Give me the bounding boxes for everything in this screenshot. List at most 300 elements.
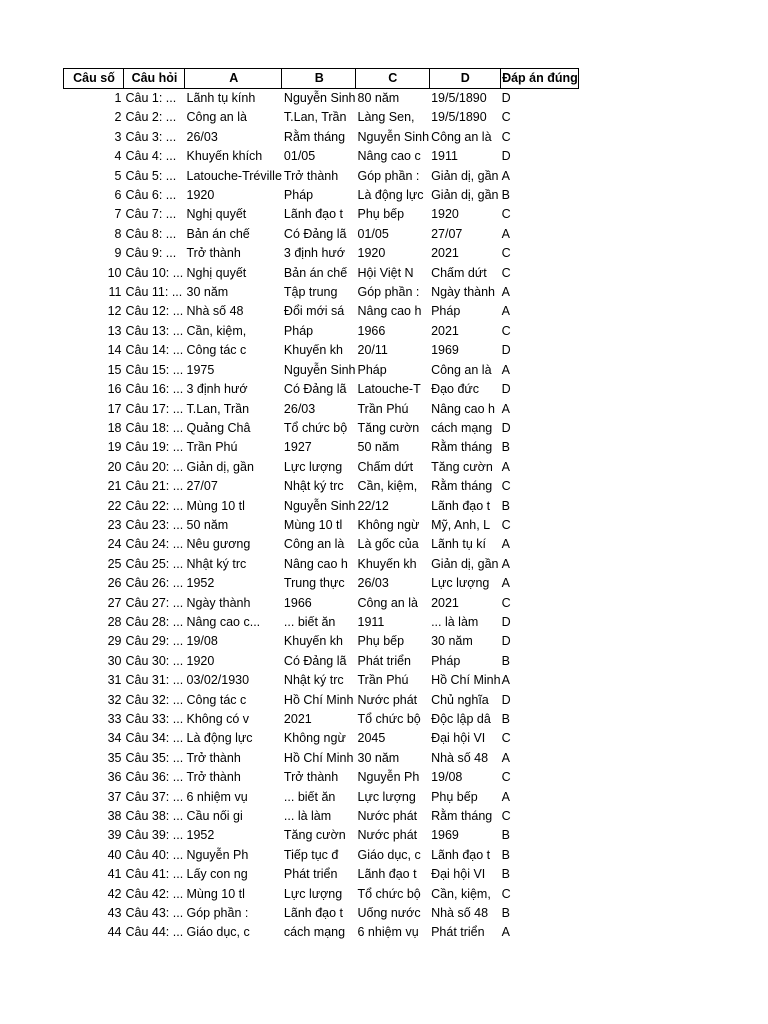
table-row [64, 128, 579, 147]
option-c-cell: 01/05 [357, 226, 389, 241]
option-c-cell: Phụ bếp [357, 634, 405, 649]
option-a-cell: 27/07 [186, 479, 218, 494]
table-row [64, 710, 579, 729]
option-c-cell: Phát triển [357, 653, 412, 668]
option-c-cell: Không ngừ [357, 517, 420, 532]
correct-answer-cell: B [501, 828, 510, 843]
option-c-cell: Khuyến kh [357, 556, 417, 571]
option-c-cell: Nâng cao c [357, 149, 421, 164]
question-cell: Câu 29: ... [125, 634, 184, 649]
correct-answer-cell: C [501, 517, 511, 532]
option-d-cell: Nhà số 48 [431, 906, 489, 921]
option-b-cell: Lãnh đạo t [283, 207, 344, 222]
option-d-cell: 1920 [431, 207, 459, 222]
option-b-cell: Nguyễn Sinh [283, 91, 356, 105]
option-b-cell: ... là làm [283, 809, 332, 824]
option-d-cell: Công an là [431, 129, 492, 144]
option-c-cell: Tăng cườn [357, 420, 420, 435]
question-number-cell: 35 [107, 750, 122, 765]
option-a-cell: 1920 [186, 188, 215, 203]
question-number-cell: 2 [114, 110, 122, 125]
question-cell: Câu 10: ... [125, 265, 184, 280]
option-b-cell: Mùng 10 tl [283, 517, 343, 532]
option-d-cell: Tăng cườn [431, 459, 493, 474]
option-a-cell: Mùng 10 tl [186, 498, 245, 513]
question-number-cell: 1 [114, 91, 122, 105]
option-a-cell: Nhà số 48 [186, 304, 244, 319]
option-d-cell: Mỹ, Anh, L [431, 517, 491, 532]
option-b-cell: Lực lượng [283, 886, 343, 901]
question-number-cell: 44 [107, 925, 122, 940]
question-number-cell: 13 [107, 323, 122, 338]
header-option-a: A [185, 69, 282, 89]
option-c-cell: Nước phát [357, 809, 418, 824]
option-d-cell: Rằm tháng [431, 479, 493, 494]
option-d-cell: ... là làm [431, 614, 479, 629]
question-number-cell: 11 [108, 285, 122, 300]
option-d-cell: Công an là [431, 362, 492, 377]
option-d-cell: Hồ Chí Minh [431, 673, 501, 688]
option-a-cell: 1952 [186, 576, 215, 591]
table-row [64, 555, 579, 574]
table-row [64, 341, 579, 360]
option-b-cell: Có Đảng lã [283, 226, 347, 241]
table-row [64, 361, 579, 380]
header-question-number: Câu số [64, 69, 124, 89]
option-b-cell: Nguyễn Sinh [283, 498, 356, 513]
correct-answer-cell: A [501, 285, 510, 300]
table-row [64, 458, 579, 477]
question-number-cell: 32 [107, 692, 122, 707]
correct-answer-cell: C [501, 886, 511, 901]
question-number-cell: 31 [107, 673, 122, 688]
option-b-cell: Hồ Chí Minh [283, 692, 354, 707]
question-number-cell: 28 [107, 614, 122, 629]
question-number-cell: 25 [107, 556, 122, 571]
question-cell: Câu 16: ... [125, 382, 184, 397]
option-b-cell: 01/05 [283, 149, 316, 164]
option-c-cell: Là động lực [357, 188, 424, 203]
question-number-cell: 33 [107, 712, 122, 726]
correct-answer-cell: C [501, 129, 511, 144]
question-cell: Câu 11: ... [125, 285, 183, 300]
question-number-cell: 18 [107, 420, 122, 435]
question-cell: Câu 23: ... [125, 517, 184, 532]
option-b-cell: Đổi mới sá [283, 304, 345, 319]
option-a-cell: Giáo dục, c [186, 925, 250, 940]
question-number-cell: 12 [107, 304, 122, 319]
option-d-cell: Giản dị, gần [431, 556, 499, 571]
option-d-cell: Cần, kiệm, [431, 886, 491, 901]
question-cell: Câu 43: ... [125, 906, 184, 921]
option-c-cell: Nước phát [357, 828, 418, 843]
question-number-cell: 37 [107, 789, 122, 804]
question-number-cell: 15 [107, 362, 122, 377]
option-c-cell: Nguyễn Ph [357, 770, 420, 785]
option-b-cell: Nguyễn Sinh [283, 362, 356, 377]
question-cell: Câu 38: ... [125, 809, 184, 824]
correct-answer-cell: C [501, 110, 511, 125]
option-d-cell: Phát triển [431, 925, 485, 940]
correct-answer-cell: A [501, 925, 510, 940]
table-row [64, 497, 579, 516]
question-cell: Câu 37: ... [125, 789, 184, 804]
option-a-cell: Nâng cao c... [186, 614, 261, 629]
header-correct-answer: Đáp án đúng [501, 69, 579, 89]
table-row [64, 264, 579, 283]
correct-answer-cell: B [501, 847, 510, 862]
option-d-cell: Giản dị, gần [431, 188, 499, 203]
option-a-cell: Công an là [186, 110, 247, 125]
option-c-cell: 20/11 [357, 343, 388, 358]
option-c-cell: 1920 [357, 246, 386, 261]
option-b-cell: Không ngừ [283, 731, 346, 746]
question-cell: Câu 3: ... [125, 129, 177, 144]
table-row [64, 108, 579, 127]
option-c-cell: Công an là [357, 595, 418, 610]
option-a-cell: 6 nhiệm vụ [186, 789, 248, 804]
correct-answer-cell: A [501, 537, 510, 552]
question-number-cell: 30 [107, 653, 122, 668]
question-cell: Câu 32: ... [125, 692, 184, 707]
option-d-cell: Chủ nghĩa [431, 692, 489, 707]
option-a-cell: 1952 [186, 828, 215, 843]
correct-answer-cell: C [501, 265, 511, 280]
option-d-cell: 2021 [431, 246, 459, 261]
correct-answer-cell: A [501, 789, 510, 804]
table-row [64, 574, 579, 593]
option-b-cell: Nhật ký trc [283, 673, 344, 688]
question-number-cell: 17 [107, 401, 122, 416]
table-row [64, 632, 579, 651]
option-c-cell: 2045 [357, 731, 386, 746]
option-b-cell: ... biết ăn [283, 789, 336, 804]
option-a-cell: Là động lực [186, 731, 253, 746]
table-row [64, 186, 579, 205]
option-a-cell: Lấy con ng [186, 867, 248, 882]
option-c-cell: Lực lượng [357, 789, 416, 804]
correct-answer-cell: A [501, 556, 510, 571]
option-c-cell: Uống nước [357, 906, 421, 921]
question-cell: Câu 30: ... [125, 653, 184, 668]
table-body [64, 89, 579, 943]
correct-answer-cell: A [501, 673, 510, 688]
question-number-cell: 24 [107, 537, 122, 552]
option-d-cell: Pháp [431, 653, 461, 668]
option-d-cell: Phụ bếp [431, 789, 478, 804]
correct-answer-cell: C [501, 770, 511, 785]
question-number-cell: 9 [114, 246, 122, 261]
option-a-cell: Trở thành [186, 246, 241, 261]
option-c-cell: 30 năm [357, 750, 400, 765]
correct-answer-cell: D [501, 614, 511, 629]
option-b-cell: Trở thành [283, 770, 339, 785]
table-row [64, 516, 579, 535]
question-cell: Câu 33: ... [125, 712, 184, 726]
question-number-cell: 20 [107, 459, 122, 474]
header-option-c: C [356, 69, 430, 89]
option-b-cell: ... biết ăn [283, 614, 336, 629]
option-d-cell: Nâng cao h [431, 401, 496, 416]
option-c-cell: Nâng cao h [357, 304, 422, 319]
option-d-cell: Đạo đức [431, 382, 480, 397]
question-cell: Câu 17: ... [125, 401, 184, 416]
correct-answer-cell: C [501, 207, 511, 222]
option-c-cell: Nguyễn Sinh [357, 129, 430, 144]
table-header-row [64, 69, 579, 89]
option-a-cell: 30 năm [186, 285, 229, 300]
table-row [64, 244, 579, 263]
option-a-cell: 1920 [186, 653, 215, 668]
table-row [64, 904, 579, 923]
option-b-cell: Nhật ký trc [283, 479, 344, 494]
table-row [64, 923, 579, 942]
question-number-cell: 3 [114, 129, 122, 144]
correct-answer-cell: A [501, 362, 510, 377]
question-number-cell: 21 [107, 479, 122, 494]
question-number-cell: 40 [107, 847, 122, 862]
option-b-cell: Có Đảng lã [283, 382, 347, 397]
correct-answer-cell: D [501, 91, 511, 105]
question-number-cell: 43 [107, 906, 122, 921]
question-number-cell: 38 [107, 809, 122, 824]
correct-answer-cell: B [501, 712, 510, 726]
option-b-cell: Tập trung [283, 285, 338, 300]
option-a-cell: 1975 [186, 362, 215, 377]
table-row [64, 691, 579, 710]
question-cell: Câu 24: ... [125, 537, 184, 552]
option-b-cell: 26/03 [283, 401, 316, 416]
question-cell: Câu 39: ... [125, 828, 184, 843]
option-b-cell: 1966 [283, 595, 312, 610]
option-c-cell: 50 năm [357, 440, 400, 455]
option-a-cell: Quảng Châ [186, 420, 251, 435]
option-b-cell: Có Đảng lã [283, 653, 347, 668]
question-cell: Câu 21: ... [125, 479, 184, 494]
table-row [64, 283, 579, 302]
correct-answer-cell: A [501, 304, 510, 319]
option-c-cell: 6 nhiệm vụ [357, 925, 419, 940]
question-cell: Câu 40: ... [125, 847, 184, 862]
question-number-cell: 39 [107, 828, 122, 843]
option-a-cell: Không có v [186, 712, 250, 726]
option-d-cell: 1969 [431, 828, 459, 843]
correct-answer-cell: A [501, 226, 510, 241]
option-b-cell: Trung thực [283, 576, 345, 591]
option-d-cell: Rằm tháng [431, 809, 493, 824]
table-row [64, 322, 579, 341]
table-row [64, 826, 579, 845]
question-number-cell: 7 [114, 207, 122, 222]
option-b-cell: Tổ chức bộ [283, 420, 348, 435]
option-c-cell: Lãnh đạo t [357, 867, 417, 882]
correct-answer-cell: C [501, 479, 511, 494]
option-b-cell: Trở thành [283, 168, 339, 183]
quiz-answer-table [63, 68, 579, 943]
correct-answer-cell: C [501, 595, 511, 610]
option-d-cell: cách mạng [431, 420, 493, 435]
option-b-cell: Tiếp tục đ [283, 847, 339, 862]
spreadsheet [63, 68, 579, 943]
table-row [64, 613, 579, 632]
table-row [64, 846, 579, 865]
option-c-cell: Góp phần : [357, 285, 420, 300]
option-b-cell: Pháp [283, 323, 314, 338]
table-row [64, 302, 579, 321]
option-c-cell: 1966 [357, 323, 386, 338]
table-row [64, 535, 579, 554]
correct-answer-cell: D [501, 343, 511, 358]
option-a-cell: Cần, kiệm, [186, 323, 247, 338]
option-c-cell: Tổ chức bộ [357, 712, 421, 726]
table-row [64, 807, 579, 826]
option-b-cell: Phát triển [283, 867, 338, 882]
option-a-cell: 19/08 [186, 634, 218, 649]
question-number-cell: 4 [114, 149, 122, 164]
table-row [64, 865, 579, 884]
option-b-cell: Lực lượng [283, 459, 343, 474]
option-c-cell: Latouche-T [357, 382, 421, 397]
correct-answer-cell: B [501, 906, 510, 921]
question-cell: Câu 34: ... [125, 731, 184, 746]
question-number-cell: 42 [107, 886, 122, 901]
option-b-cell: 2021 [283, 712, 312, 726]
correct-answer-cell: A [501, 168, 510, 183]
option-c-cell: Là gốc của [357, 537, 419, 552]
correct-answer-cell: A [501, 576, 510, 591]
option-a-cell: Mùng 10 tl [186, 886, 245, 901]
table-row [64, 225, 579, 244]
question-number-cell: 26 [107, 576, 122, 591]
correct-answer-cell: D [501, 420, 511, 435]
option-d-cell: 27/07 [431, 226, 463, 241]
table-row [64, 477, 579, 496]
correct-answer-cell: D [501, 149, 511, 164]
question-cell: Câu 9: ... [125, 246, 177, 261]
option-a-cell: Trần Phú [186, 440, 238, 455]
question-cell: Câu 31: ... [125, 673, 184, 688]
correct-answer-cell: A [501, 750, 510, 765]
option-a-cell: Ngày thành [186, 595, 251, 610]
question-cell: Câu 13: ... [125, 323, 184, 338]
question-cell: Câu 41: ... [125, 867, 184, 882]
question-number-cell: 10 [107, 265, 122, 280]
option-b-cell: Công an là [283, 537, 345, 552]
option-a-cell: Khuyến khích [186, 149, 263, 164]
correct-answer-cell: B [501, 440, 510, 455]
option-a-cell: Latouche-Tréville [186, 168, 282, 183]
option-a-cell: 03/02/1930 [186, 673, 250, 688]
question-cell: Câu 35: ... [125, 750, 184, 765]
option-b-cell: cách mạng [283, 925, 346, 940]
question-cell: Câu 2: ... [125, 110, 177, 125]
correct-answer-cell: C [501, 731, 511, 746]
option-c-cell: Góp phần : [357, 168, 420, 183]
question-cell: Câu 36: ... [125, 770, 184, 785]
option-b-cell: Khuyến kh [283, 343, 343, 358]
correct-answer-cell: B [501, 653, 510, 668]
table-row [64, 749, 579, 768]
option-c-cell: 80 năm [357, 91, 400, 105]
option-b-cell: Rằm tháng [283, 129, 346, 144]
question-number-cell: 27 [107, 595, 122, 610]
correct-answer-cell: D [501, 692, 511, 707]
question-cell: Câu 18: ... [125, 420, 184, 435]
option-d-cell: Chấm dứt [431, 265, 487, 280]
header-question: Câu hỏi [124, 69, 185, 89]
option-d-cell: Ngày thành [431, 285, 496, 300]
table-row [64, 788, 579, 807]
option-c-cell: Chấm dứt [357, 459, 414, 474]
option-d-cell: Lãnh đạo t [431, 498, 491, 513]
table-row [64, 729, 579, 748]
option-d-cell: Đại hội VI [431, 867, 486, 882]
question-cell: Câu 44: ... [125, 925, 184, 940]
question-cell: Câu 20: ... [125, 459, 184, 474]
question-number-cell: 16 [107, 382, 122, 397]
option-a-cell: Cầu nối gi [186, 809, 243, 824]
option-c-cell: Trần Phú [357, 401, 409, 416]
option-d-cell: 19/08 [431, 770, 463, 785]
option-a-cell: Nghị quyết [186, 207, 247, 222]
question-number-cell: 41 [107, 867, 122, 882]
option-d-cell: Nhà số 48 [431, 750, 489, 765]
table-row [64, 885, 579, 904]
table-row [64, 400, 579, 419]
option-b-cell: Tăng cườn [283, 828, 346, 843]
table-row [64, 438, 579, 457]
option-d-cell: 19/5/1890 [431, 110, 487, 125]
option-a-cell: Góp phần : [186, 906, 249, 921]
option-a-cell: T.Lan, Trần [186, 401, 250, 416]
option-c-cell: Giáo dục, c [357, 847, 421, 862]
question-number-cell: 36 [107, 770, 122, 785]
question-cell: Câu 28: ... [125, 614, 184, 629]
option-d-cell: Độc lập dâ [431, 712, 491, 726]
option-d-cell: 2021 [431, 323, 459, 338]
option-a-cell: 50 năm [186, 517, 229, 532]
correct-answer-cell: B [501, 867, 510, 882]
question-number-cell: 29 [107, 634, 122, 649]
option-d-cell: Pháp [431, 304, 461, 319]
option-b-cell: 1927 [283, 440, 312, 455]
correct-answer-cell: B [501, 188, 510, 203]
option-b-cell: Pháp [283, 188, 314, 203]
question-number-cell: 23 [107, 517, 122, 532]
option-d-cell: 30 năm [431, 634, 473, 649]
question-cell: Câu 19: ... [125, 440, 184, 455]
header-option-d: D [429, 69, 500, 89]
correct-answer-cell: B [501, 498, 510, 513]
question-number-cell: 6 [114, 188, 122, 203]
option-d-cell: Lãnh tụ kí [431, 537, 486, 552]
option-c-cell: Trần Phú [357, 673, 409, 688]
option-d-cell: 19/5/1890 [431, 91, 487, 105]
header-option-b: B [282, 69, 356, 89]
option-b-cell: 3 định hướ [283, 246, 345, 261]
option-b-cell: Hồ Chí Minh [283, 750, 354, 765]
question-number-cell: 5 [114, 168, 122, 183]
option-c-cell: 22/12 [357, 498, 389, 513]
table-row [64, 89, 579, 109]
option-a-cell: Nêu gương [186, 537, 251, 552]
correct-answer-cell: D [501, 382, 511, 397]
option-d-cell: Rằm tháng [431, 440, 493, 455]
option-c-cell: Nước phát [357, 692, 418, 707]
table-row [64, 167, 579, 186]
option-a-cell: 3 định hướ [186, 382, 248, 397]
option-a-cell: Nghị quyết [186, 265, 247, 280]
